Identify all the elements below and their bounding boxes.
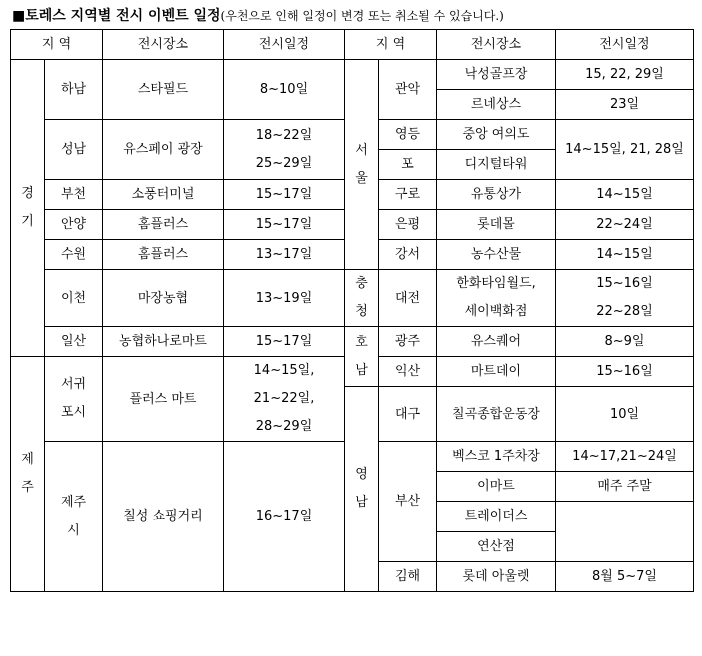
dates-iksan: 15~16일	[556, 357, 694, 387]
venue-icheon: 마장농협	[103, 270, 224, 327]
venue-busan-1: 벡스코 1주차장	[437, 442, 556, 472]
venue-gwangju: 유스퀘어	[437, 327, 556, 357]
venue-daejeon: 한화타임월드, 세이백화점	[437, 270, 556, 327]
dates-icheon: 13~19일	[224, 270, 345, 327]
venue-gwanak-2: 르네상스	[437, 90, 556, 120]
venue-daegu: 칠곡종합운동장	[437, 387, 556, 442]
dates-daejeon: 15~16일 22~28일	[556, 270, 694, 327]
title-note: (우천으로 인해 일정이 변경 또는 취소될 수 있습니다.)	[220, 9, 504, 23]
dates-yeongdeungpo: 14~15일, 21, 28일	[556, 120, 694, 180]
venue-busan-3: 트레이더스	[437, 502, 556, 532]
dates-gangseo: 14~15일	[556, 240, 694, 270]
venue-busan-4: 연산점	[437, 532, 556, 562]
district-yeongdeungpo-1: 영등	[379, 120, 437, 150]
venue-gwanak-1: 낙성골프장	[437, 60, 556, 90]
header-dates-right: 전시일정	[556, 30, 694, 60]
venue-busan-2: 이마트	[437, 472, 556, 502]
venue-seogwipo: 플러스 마트	[103, 357, 224, 442]
dates-busan-1: 14~17,21~24일	[556, 442, 694, 472]
dates-gwangju: 8~9일	[556, 327, 694, 357]
district-gangseo: 강서	[379, 240, 437, 270]
city-seogwipo: 서귀 포시	[45, 357, 103, 442]
venue-gimhae: 롯데 아울렛	[437, 562, 556, 592]
dates-jejusi: 16~17일	[224, 442, 345, 592]
venue-gangseo: 농수산물	[437, 240, 556, 270]
venue-yeongdeungpo-1: 중앙 여의도	[437, 120, 556, 150]
district-busan: 부산	[379, 442, 437, 562]
dates-bucheon: 15~17일	[224, 180, 345, 210]
district-eunpyeong: 은평	[379, 210, 437, 240]
dates-gimhae: 8월 5~7일	[556, 562, 694, 592]
district-iksan: 익산	[379, 357, 437, 387]
header-venue-right: 전시장소	[437, 30, 556, 60]
region-seoul: 서 울	[345, 60, 379, 270]
district-gimhae: 김해	[379, 562, 437, 592]
venue-iksan: 마트데이	[437, 357, 556, 387]
header-region-left: 지 역	[11, 30, 103, 60]
region-gyeonggi: 경 기	[11, 60, 45, 357]
dates-hanam: 8~10일	[224, 60, 345, 120]
dates-gwanak-1: 15, 22, 29일	[556, 60, 694, 90]
venue-eunpyeong: 롯데몰	[437, 210, 556, 240]
dates-busan-2: 매주 주말	[556, 472, 694, 502]
region-yeongnam: 영 남	[345, 387, 379, 592]
city-jejusi: 제주 시	[45, 442, 103, 592]
district-gwangju: 광주	[379, 327, 437, 357]
table-row	[11, 60, 694, 90]
venue-bucheon: 소풍터미널	[103, 180, 224, 210]
venue-anyang: 홈플러스	[103, 210, 224, 240]
header-venue-left: 전시장소	[103, 30, 224, 60]
page-title	[12, 5, 702, 27]
header-dates-left: 전시일정	[224, 30, 345, 60]
venue-guro: 유통상가	[437, 180, 556, 210]
region-honam: 호 남	[345, 327, 379, 387]
venue-yeongdeungpo-2: 디지털타워	[437, 150, 556, 180]
dates-gwanak-2: 23일	[556, 90, 694, 120]
dates-guro: 14~15일	[556, 180, 694, 210]
city-bucheon: 부천	[45, 180, 103, 210]
city-anyang: 안양	[45, 210, 103, 240]
dates-eunpyeong: 22~24일	[556, 210, 694, 240]
dates-anyang: 15~17일	[224, 210, 345, 240]
district-guro: 구로	[379, 180, 437, 210]
dates-ilsan: 15~17일	[224, 327, 345, 357]
district-daejeon: 대전	[379, 270, 437, 327]
venue-jejusi: 칠성 쇼핑거리	[103, 442, 224, 592]
dates-busan-empty	[556, 502, 694, 562]
dates-seongnam: 18~22일 25~29일	[224, 120, 345, 180]
city-suwon: 수원	[45, 240, 103, 270]
header-region-right: 지 역	[345, 30, 437, 60]
venue-seongnam: 유스페이 광장	[103, 120, 224, 180]
table-row	[11, 327, 694, 357]
city-seongnam: 성남	[45, 120, 103, 180]
city-hanam: 하남	[45, 60, 103, 120]
title-main: ■토레스 지역별 전시 이벤트 일정	[12, 8, 221, 24]
dates-seogwipo: 14~15일, 21~22일, 28~29일	[224, 357, 345, 442]
venue-suwon: 홈플러스	[103, 240, 224, 270]
district-gwanak: 관악	[379, 60, 437, 120]
district-daegu: 대구	[379, 387, 437, 442]
city-icheon: 이천	[45, 270, 103, 327]
region-chungcheong: 충 청	[345, 270, 379, 327]
dates-daegu: 10일	[556, 387, 694, 442]
city-ilsan: 일산	[45, 327, 103, 357]
region-jeju: 제 주	[11, 357, 45, 592]
dates-suwon: 13~17일	[224, 240, 345, 270]
header-row	[11, 30, 694, 60]
venue-hanam: 스타필드	[103, 60, 224, 120]
exhibition-schedule-table	[10, 29, 694, 592]
venue-ilsan: 농협하나로마트	[103, 327, 224, 357]
district-yeongdeungpo-2: 포	[379, 150, 437, 180]
